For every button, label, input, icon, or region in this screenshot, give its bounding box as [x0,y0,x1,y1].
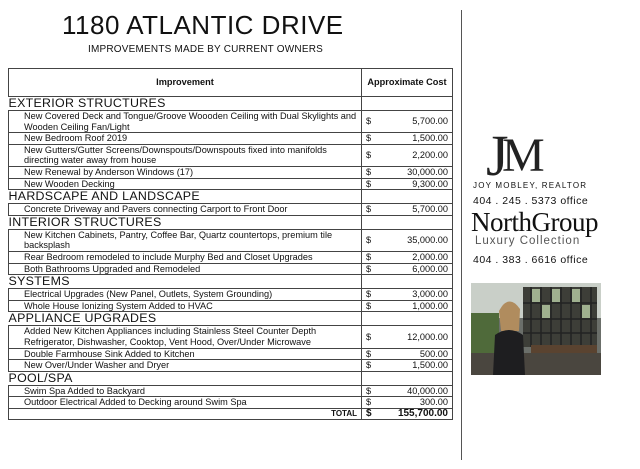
column-header-cost: Approximate Cost [362,69,453,97]
section-cost-blank [362,371,453,385]
improvement-description: Added New Kitchen Appliances including Stainless Steel Counter Depth Refrigerator, Dishwasher, Cooktop, Vent Hood, Over/Under Microwave [9,326,362,348]
improvement-description: New Covered Deck and Tongue/Groove Woooden Ceiling with Dual Skylights and Wooden Ceiling Fan/Light [9,111,362,133]
table-row [9,166,453,178]
improvement-description: New Over/Under Washer and Dryer [9,360,362,372]
table-row [9,204,453,216]
table-row [9,348,453,360]
improvement-description: Double Farmhouse Sink Added to Kitchen [9,348,362,360]
table-row [9,385,453,397]
currency-symbol: $ [362,360,379,372]
table-row [9,178,453,190]
improvement-description: New Kitchen Cabinets, Pantry, Coffee Bar, Quartz countertops, premium tile backsplash [9,229,362,251]
cost-value: 9,300.00 [378,178,453,190]
currency-symbol: $ [362,111,379,133]
section-header-row [9,97,453,111]
table-row [9,263,453,275]
section-header-row [9,275,453,289]
cost-value: 2,200.00 [378,144,453,166]
cost-value: 1,500.00 [378,133,453,145]
section-header-row [9,215,453,229]
improvement-description: Electrical Upgrades (New Panel, Outlets, System Grounding) [9,289,362,301]
improvement-description: New Wooden Decking [9,178,362,190]
section-title: POOL/SPA [8,370,73,385]
table-body [9,97,453,420]
cost-value: 1,000.00 [378,300,453,312]
table-row [9,251,453,263]
page-title: 1180 ATLANTIC DRIVE [62,10,344,40]
improvement-description: Rear Bedroom remodeled to include Murphy Bed and Closet Upgrades [9,251,362,263]
total-currency-symbol: $ [362,408,379,420]
currency-symbol: $ [362,289,379,301]
section-title: SYSTEMS [8,274,70,289]
section-title: HARDSCAPE AND LANDSCAPE [8,189,200,204]
improvement-description: New Bedroom Roof 2019 [9,133,362,145]
improvement-description: New Renewal by Anderson Windows (17) [9,166,362,178]
improvement-description: Swim Spa Added to Backyard [9,385,362,397]
currency-symbol: $ [362,133,379,145]
total-row [9,408,453,420]
table-row [9,300,453,312]
monogram-m: M [502,129,545,182]
cost-value: 3,000.00 [378,289,453,301]
section-cost-blank [362,97,453,111]
cost-value: 40,000.00 [378,385,453,397]
cost-value: 6,000.00 [378,263,453,275]
currency-symbol: $ [362,144,379,166]
cost-value: 1,500.00 [378,360,453,372]
currency-symbol: $ [362,348,379,360]
monogram-j: J [486,123,509,183]
section-title: INTERIOR STRUCTURES [8,214,162,229]
table-row [9,133,453,145]
section-header-row [9,371,453,385]
agent-photo [471,283,601,375]
jm-monogram-logo [478,123,548,183]
table-row [9,229,453,251]
section-cost-blank [362,312,453,326]
section-header-row [9,190,453,204]
section-cost-blank [362,275,453,289]
cost-value: 35,000.00 [378,229,453,251]
improvement-description: Both Bathrooms Upgraded and Remodeled [9,263,362,275]
improvements-table [8,68,453,420]
page-subtitle: IMPROVEMENTS MADE BY CURRENT OWNERS [88,44,323,55]
section-header-row [9,312,453,326]
cost-value: 300.00 [378,397,453,409]
improvement-description: Outdoor Electrical Added to Decking around Swim Spa [9,397,362,409]
section-title: APPLIANCE UPGRADES [8,311,157,326]
currency-symbol: $ [362,300,379,312]
improvement-description: Concrete Driveway and Pavers connecting Carport to Front Door [9,204,362,216]
table-row [9,111,453,133]
agent-name: JOY MOBLEY, REALTOR [473,181,588,190]
currency-symbol: $ [362,397,379,409]
currency-symbol: $ [362,251,379,263]
table-row [9,144,453,166]
brand-logo-text: NorthGroup [471,207,598,237]
currency-symbol: $ [362,385,379,397]
improvement-description: Whole House Ionizing System Added to HVAC [9,300,362,312]
section-cost-blank [362,215,453,229]
table-row [9,397,453,409]
cost-value: 12,000.00 [378,326,453,348]
cost-value: 5,700.00 [378,111,453,133]
vertical-divider [461,10,462,460]
total-value: 155,700.00 [378,408,453,420]
cost-value: 5,700.00 [378,204,453,216]
currency-symbol: $ [362,263,379,275]
agent-phone-office: 404 . 245 . 5373 office [473,195,589,207]
cost-value: 2,000.00 [378,251,453,263]
table-header-row [9,69,453,97]
brand-collection-text: Luxury Collection [475,235,581,247]
table-row [9,360,453,372]
section-title: EXTERIOR STRUCTURES [8,96,166,110]
table-row [9,326,453,348]
improvement-description: New Gutters/Gutter Screens/Downspouts/Downspouts fixed into manifolds directing water away from house [9,144,362,166]
column-header-improvement: Improvement [9,69,362,97]
currency-symbol: $ [362,204,379,216]
currency-symbol: $ [362,229,379,251]
cost-value: 30,000.00 [378,166,453,178]
table-row [9,289,453,301]
section-cost-blank [362,190,453,204]
currency-symbol: $ [362,178,379,190]
total-label: TOTAL [9,408,362,420]
agent-phone-second: 404 . 383 . 6616 office [473,254,589,266]
currency-symbol: $ [362,326,379,348]
currency-symbol: $ [362,166,379,178]
cost-value: 500.00 [378,348,453,360]
